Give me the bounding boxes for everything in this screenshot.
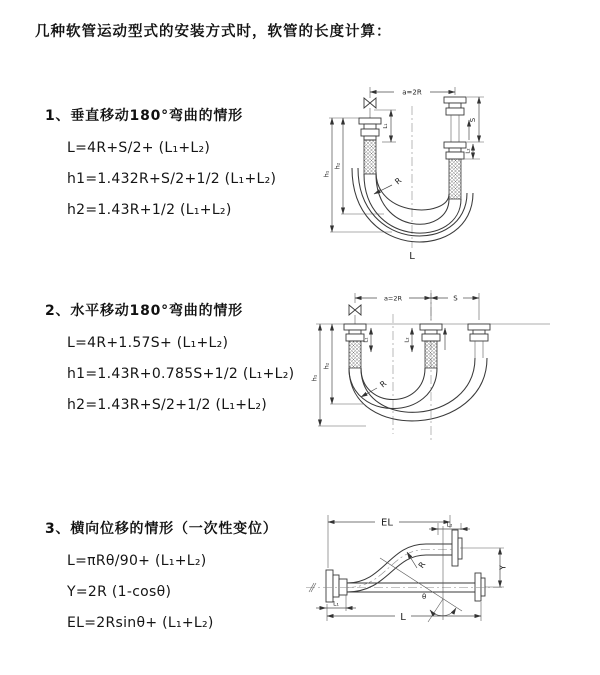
section-3-formula-Y: Y=2R (1-cosθ)	[67, 584, 172, 600]
middle-fitting-original	[420, 324, 442, 368]
svg-text:a=2R: a=2R	[383, 294, 403, 303]
svg-text:h₂: h₂	[333, 162, 342, 170]
svg-text:L₁: L₁	[363, 337, 370, 343]
svg-text:R: R	[378, 378, 389, 390]
section-2-formula-h2: h2=1.43R+S/2+1/2 (L₁+L₂)	[67, 397, 268, 413]
section-2-formula-L: L=4R+1.57S+ (L₁+L₂)	[67, 335, 229, 351]
section-3	[45, 518, 325, 631]
right-fitting-moved	[444, 97, 466, 142]
svg-text:Y: Y	[498, 565, 508, 570]
svg-text:L₁: L₁	[383, 123, 389, 129]
construction-lines	[380, 526, 462, 622]
diagram-lateral-displacement	[298, 498, 600, 658]
section-2	[45, 300, 325, 413]
section-1	[45, 105, 325, 218]
svg-text:θ: θ	[422, 593, 427, 601]
s-curve-hose-moved	[347, 544, 452, 592]
svg-text:h₁: h₁	[310, 374, 319, 382]
section-3-formula-L: L=πRθ/90+ (L₁+L₂)	[67, 553, 207, 569]
dim-EL	[328, 515, 450, 568]
dim-S	[467, 97, 484, 142]
section-1-formula-L: L=4R+S/2+ (L₁+L₂)	[67, 140, 211, 156]
dim-a2r	[370, 87, 455, 98]
u-bend-hose-arcs	[349, 358, 487, 421]
dim-L-label: L	[409, 251, 415, 262]
section-1-formula-h2: h2=1.43R+1/2 (L₁+L₂)	[67, 202, 232, 218]
dim-L1	[364, 328, 372, 352]
section-1-heading: 1、垂直移动180°弯曲的情形	[45, 108, 243, 124]
svg-text:S: S	[453, 294, 458, 303]
svg-text:h₁: h₁	[322, 170, 331, 178]
left-fitting	[344, 324, 366, 368]
dim-S	[431, 293, 479, 320]
svg-text:a=2R: a=2R	[402, 88, 422, 97]
dim-h1	[323, 118, 393, 232]
page-title: 几种软管运动型式的安装方式时，软管的长度计算：	[35, 24, 392, 40]
svg-text:R: R	[416, 560, 428, 570]
diagram-vertical-180-bend	[312, 66, 580, 264]
svg-text:L₂: L₂	[404, 337, 411, 343]
valve-icon	[349, 305, 361, 324]
right-fitting-moved	[468, 324, 490, 358]
ghost-flange-original	[475, 573, 485, 601]
section-2-heading: 2、水平移动180°弯曲的情形	[45, 303, 243, 319]
section-1-formula-h1: h1=1.432R+S/2+1/2 (L₁+L₂)	[67, 171, 277, 187]
section-3-heading: 3、横向位移的情形（一次性变位）	[45, 521, 278, 537]
dim-L2	[405, 328, 413, 352]
left-flange	[326, 570, 347, 602]
svg-text:R: R	[393, 175, 404, 187]
right-braided-hose	[449, 159, 461, 199]
middle-braided-hose	[425, 341, 437, 368]
section-3-formula-EL: EL=2Rsinθ+ (L₁+L₂)	[67, 615, 214, 631]
svg-text:L₂: L₂	[446, 521, 453, 529]
dim-L1	[374, 110, 396, 142]
dim-L	[327, 602, 481, 623]
svg-text:S: S	[469, 117, 477, 123]
valve-icon	[364, 98, 376, 118]
left-fitting	[359, 118, 381, 174]
dim-L2	[429, 522, 470, 536]
left-braided-hose	[349, 341, 361, 368]
svg-text:L₂: L₂	[465, 148, 472, 154]
diagram-horizontal-180-bend	[308, 286, 595, 458]
svg-text:L₁: L₁	[333, 600, 339, 608]
svg-text:h₂: h₂	[322, 362, 331, 370]
svg-text:L: L	[400, 612, 406, 623]
section-2-formula-h1: h1=1.43R+0.785S+1/2 (L₁+L₂)	[67, 366, 295, 382]
left-braided-hose	[364, 140, 376, 174]
svg-text:EL: EL	[381, 517, 393, 529]
right-fitting-original	[444, 142, 466, 199]
